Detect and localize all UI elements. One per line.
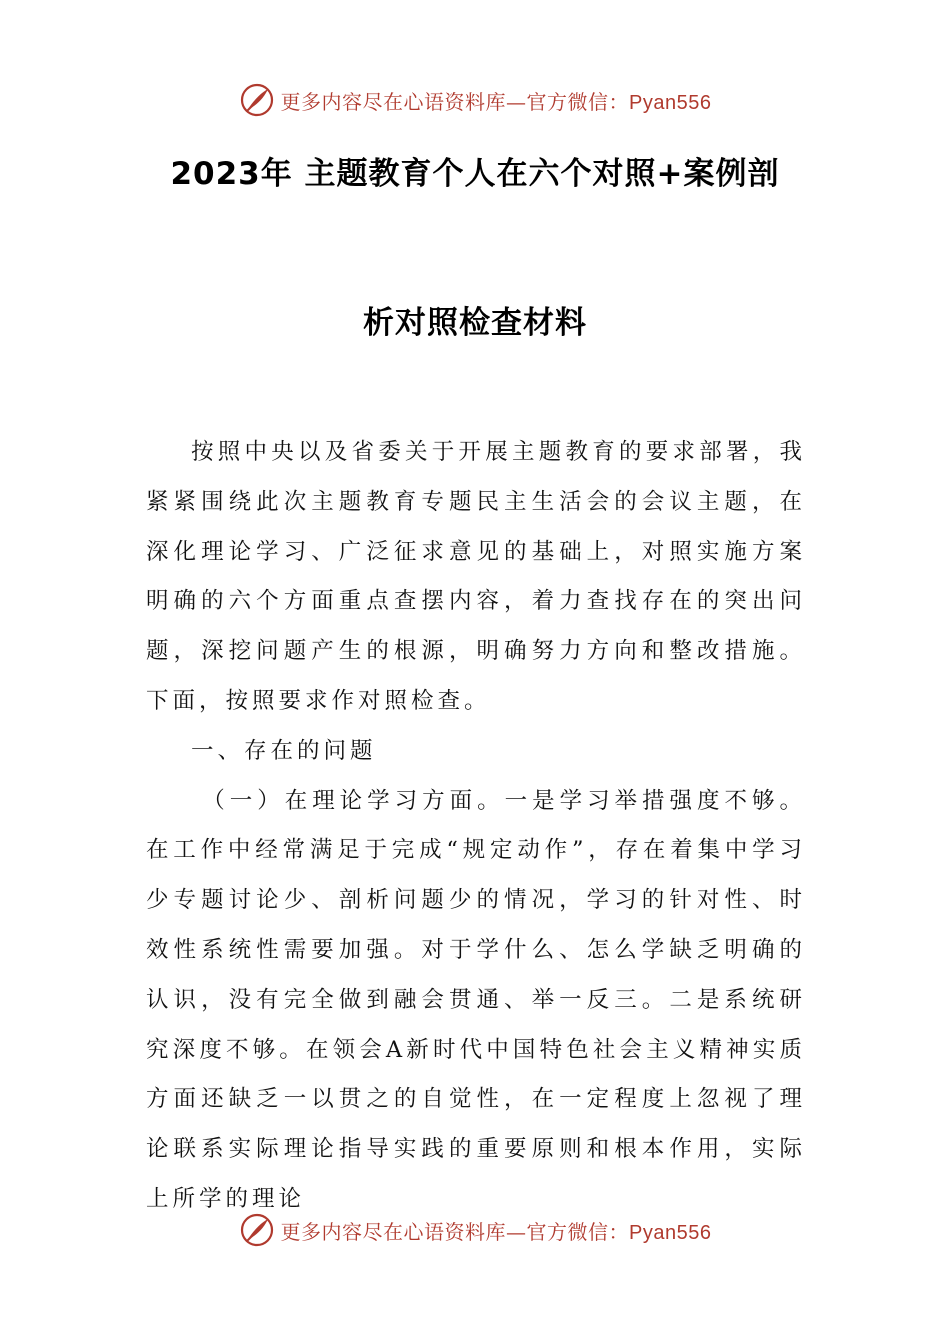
watermark-text <box>281 86 712 115</box>
watermark-text <box>281 1216 712 1245</box>
watermark-wechat-id: Pyan556 <box>629 1221 712 1244</box>
watermark-text-cn: 更多内容尽在心语资料库—官方微信： <box>280 1219 630 1244</box>
intro-paragraph: 按照中央以及省委关于开展主题教育的要求部署，我紧紧围绕此次主题教育专题民主生活会的会议主题，在深化理论学习、广泛征求意见的基础上，对照实施方案明确的六个方面重点查摆内容，着力查找存在的突出问题，深挖问题产生的根源，明确努力方向和整改措施。下面，按照要求作对照检查。 <box>146 439 806 714</box>
theory-study-paragraph: （一）在理论学习方面。一是学习举措强度不够。在工作中经常满足于完成“规定动作”，存在着集中学习少专题讨论少、剖析问题少的情况，学习的针对性、时效性系统性需要加强。对于学什么、怎么学缺乏明确的认识，没有完全做到融会贯通、举一反三。二是系统研究深度不够。在领会A新时代中国特色社会主义精神实质方面还缺乏一以贯之的自觉性，在一定程度上忽视了理论联系实际理论指导实践的重要原则和根本作用，实际上所学的理论 <box>146 787 806 1212</box>
document-body <box>146 428 806 1225</box>
header-watermark-banner <box>0 82 950 118</box>
footer-watermark-banner <box>0 1212 950 1248</box>
watermark-wechat-id: Pyan556 <box>629 91 712 114</box>
quill-pen-icon <box>239 82 275 118</box>
document-title-line-2: 析对照检查材料 <box>363 305 587 341</box>
quill-pen-icon <box>239 1212 275 1248</box>
watermark-text-cn: 更多内容尽在心语资料库—官方微信： <box>280 89 630 114</box>
document-title-line-1: 2023年 主题教育个人在六个对照+案例剖 <box>170 156 780 192</box>
section-heading-problems: 一、存在的问题 <box>191 737 377 764</box>
